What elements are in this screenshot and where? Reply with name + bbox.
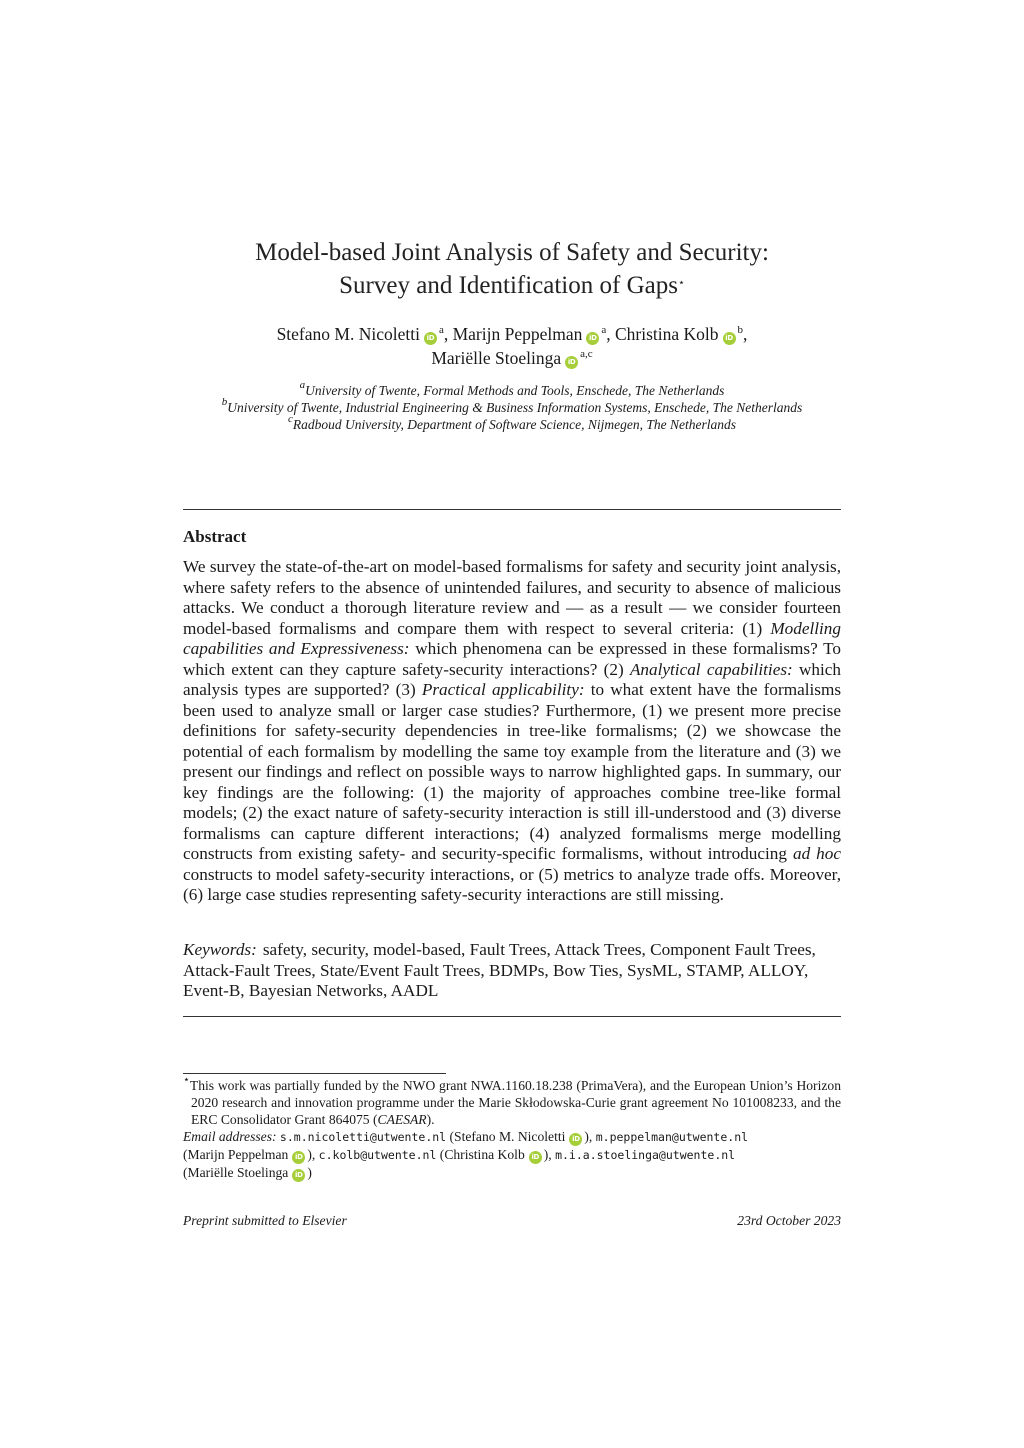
orcid-icon[interactable]: iD <box>565 356 578 369</box>
footnote-star: ⋆ <box>183 1074 190 1086</box>
email-link[interactable]: s.m.nicoletti@utwente.nl <box>279 1130 447 1144</box>
email-paren: ( <box>183 1147 188 1162</box>
affiliation-a <box>160 379 864 399</box>
author-affiliation-mark: a <box>438 324 444 336</box>
affiliation-text: University of Twente, Industrial Engineering & Business Information Systems, Enschede, The Netherlands <box>227 400 803 415</box>
abstract-top-rule <box>183 509 841 510</box>
author-name: Stefano M. Nicoletti <box>276 324 420 344</box>
abstract-emphasis-3: Practical applicability: <box>421 680 585 699</box>
affiliation-text: Radboud University, Department of Software Science, Nijmegen, The Netherlands <box>292 417 736 432</box>
caesar-name: CAESAR <box>377 1112 427 1127</box>
abstract-emphasis-1: Modelling capabilities and Expressiveness: <box>183 618 841 658</box>
abstract-text-2: which phenomena can be expressed in these formalisms? To which extent can they capture safety-security interactions? (2) <box>183 639 841 679</box>
email-addresses <box>183 1128 843 1182</box>
email-link[interactable]: m.peppelman@utwente.nl <box>595 1130 749 1144</box>
abstract-emphasis-4: ad hoc <box>792 844 841 863</box>
orcid-icon[interactable]: iD <box>292 1151 305 1164</box>
email-paren: ), <box>543 1147 556 1162</box>
affiliation-mark: a <box>299 379 306 391</box>
abstract-bottom-rule <box>183 1016 841 1017</box>
email-author-name: Marijn Peppelman <box>187 1147 289 1162</box>
author-separator: , <box>443 324 453 344</box>
footnote-rule <box>183 1073 446 1074</box>
affiliation-c <box>160 413 864 433</box>
abstract-emphasis-2: Analytical capabilities: <box>629 659 793 679</box>
title-line-2 <box>160 269 864 302</box>
email-paren: ), <box>584 1129 596 1144</box>
affiliation-mark: b <box>221 396 228 408</box>
author-name: Christina Kolb <box>615 324 719 344</box>
author-name: Mariëlle Stoelinga <box>431 348 562 368</box>
email-paren: ( <box>183 1165 188 1180</box>
orcid-icon[interactable]: iD <box>292 1169 305 1182</box>
author-line-1 <box>160 322 864 346</box>
author-name: Marijn Peppelman <box>452 324 583 344</box>
email-paren: ( <box>436 1147 445 1162</box>
affiliation-mark: c <box>288 413 293 425</box>
abstract-text-3: which analysis types are supported? (3) <box>183 659 841 699</box>
email-paren: ), <box>307 1147 319 1162</box>
funding-footnote-text <box>183 1074 841 1128</box>
keywords-text: safety, security, model-based, Fault Trees, Attack Trees, Component Fault Trees, Attack-Fault Trees, State/Event Fault Trees, BDMPs, Bow Ties, SysML, STAMP, ALLOY, Event-B, Bayesian Networks, AADL <box>183 940 816 1000</box>
affiliation-b <box>160 396 864 416</box>
author-affiliation-mark: a <box>601 324 607 336</box>
abstract-body <box>183 557 841 906</box>
orcid-icon[interactable]: iD <box>586 332 599 345</box>
abstract-text-5: constructs to model safety-security interactions, or (5) metrics to analyze trade offs. Moreover, (6) large case studies representing safety-security interactions are still missing. <box>183 864 841 904</box>
preprint-note: Preprint submitted to Elsevier <box>183 1213 347 1228</box>
preprint-date: 23rd October 2023 <box>737 1213 841 1228</box>
email-paren: ( <box>446 1129 455 1144</box>
author-separator: , <box>743 324 748 344</box>
email-paren: ) <box>307 1165 312 1180</box>
paper-title <box>160 236 864 302</box>
email-link[interactable]: c.kolb@utwente.nl <box>318 1148 437 1162</box>
funding-text-2: ). <box>426 1112 435 1127</box>
orcid-icon[interactable]: iD <box>569 1133 582 1146</box>
abstract-text-4: to what extent have the formalisms been used to analyze small or larger case studies? Furthermore, (1) we present more precise definitions for safety-security dependencies in tree-like formalisms; (2) we showcase the potential of each formalism by modelling the same toy example from the literature and (3) we present our findings and reflect on possible ways to narrow highlighted gaps. In summary, our key findings are the following: (1) the majority of approaches combine tree-like formal models; (2) the exact nature of safety-security interaction is still ill-understood and (3) diverse formalisms can capture different interactions; (4) analyzed formalisms merge modelling constructs from existing safety- and security-specific formalisms, without introducing <box>183 680 842 863</box>
email-label: Email addresses: <box>183 1129 277 1144</box>
title-line-2-text: Survey and Identification of Gaps <box>339 272 678 299</box>
author-affiliation-mark: a,c <box>580 348 593 360</box>
affiliation-text: University of Twente, Formal Methods and Tools, Enschede, The Netherlands <box>305 383 725 398</box>
affiliation-list <box>160 379 864 433</box>
author-line-2 <box>160 346 864 370</box>
funding-text-1: This work was partially funded by the NWO grant NWA.1160.18.238 (PrimaVera), and the European Union’s Horizon 2020 research and innovation programme under the Marie Skłodowska-Curie grant agreement No 101008233, and the ERC Consolidator Grant 864075 ( <box>189 1078 841 1127</box>
email-link[interactable]: m.i.a.stoelinga@utwente.nl <box>555 1148 736 1162</box>
email-author-name: Stefano M. Nicoletti <box>454 1129 566 1144</box>
email-author-name: Mariëlle Stoelinga <box>187 1165 289 1180</box>
orcid-icon[interactable]: iD <box>529 1151 542 1164</box>
funding-footnote <box>183 1074 841 1128</box>
author-separator: , <box>606 324 615 344</box>
title-footnote-star: ⋆ <box>677 277 685 289</box>
author-affiliation-mark: b <box>737 324 744 336</box>
author-list <box>160 322 864 370</box>
email-author-name: Christina Kolb <box>444 1147 525 1162</box>
keywords <box>183 940 841 1002</box>
orcid-icon[interactable]: iD <box>723 332 736 345</box>
abstract-heading: Abstract <box>183 527 247 546</box>
orcid-icon[interactable]: iD <box>424 332 437 345</box>
abstract-text-1: We survey the state-of-the-art on model-based formalisms for safety and security joint analysis, where safety refers to the absence of unintended failures, and security to absence of malicious attacks. We conduct a thorough literature review and — as a result — we consider fourteen model-based formalisms and compare them with respect to several criteria: (1) <box>183 557 841 638</box>
keywords-label: Keywords: <box>183 940 257 959</box>
title-line-1: Model-based Joint Analysis of Safety and Security: <box>255 239 769 266</box>
